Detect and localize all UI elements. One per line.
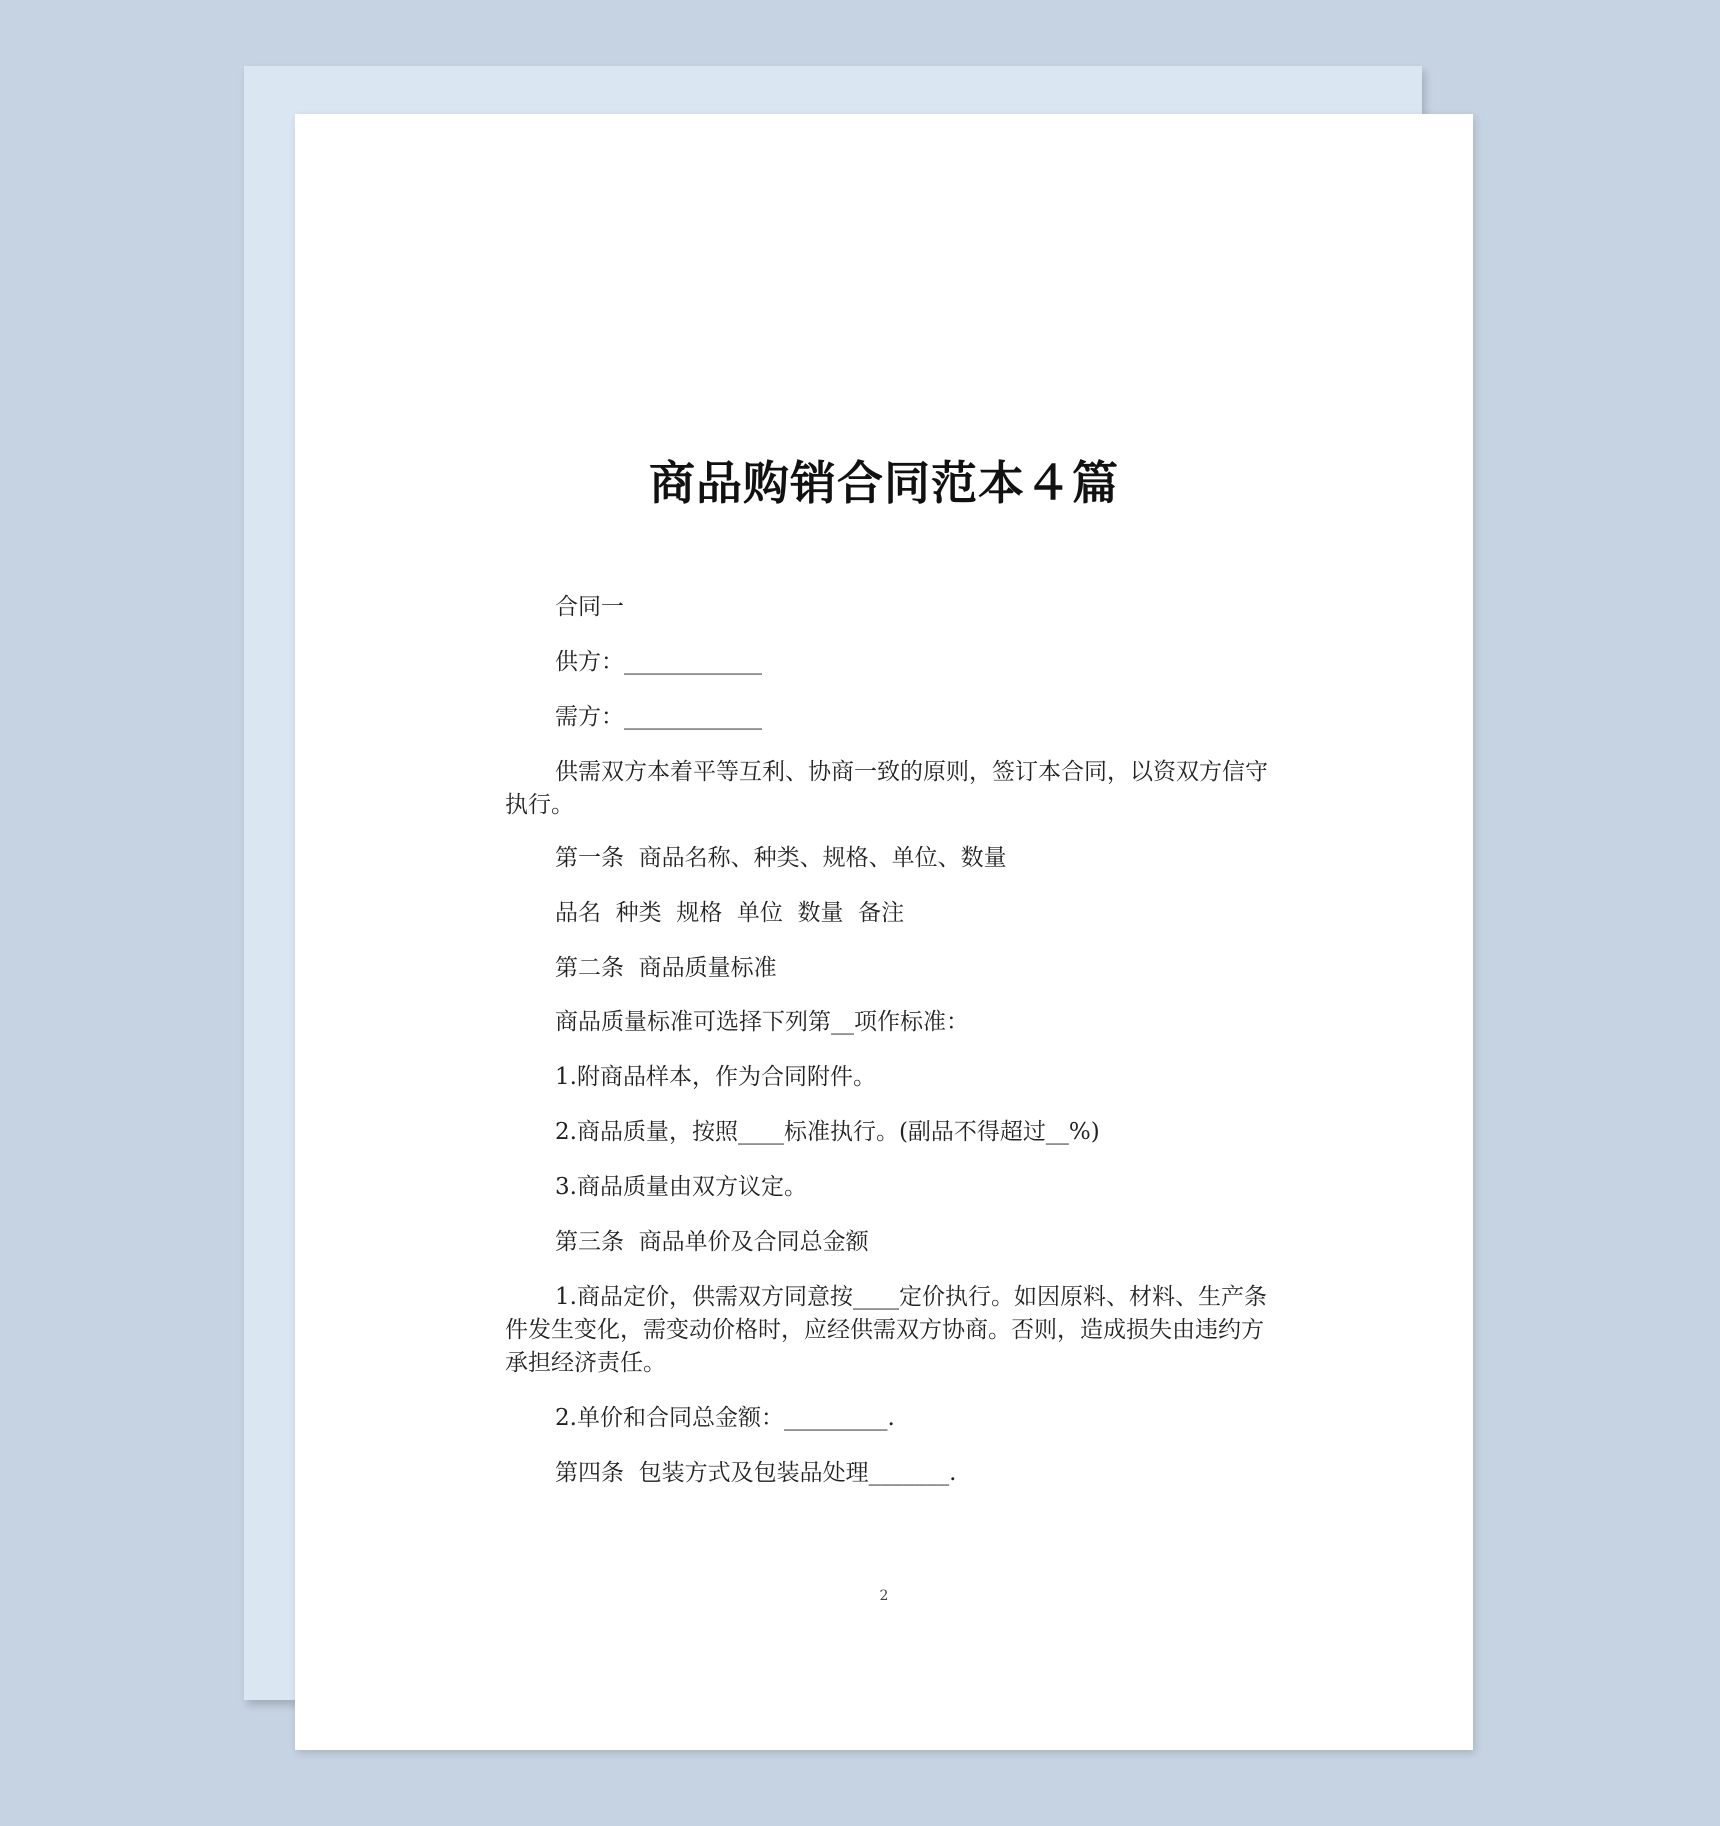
document-page [295,114,1473,1750]
paragraph-contract-one: 合同一 [555,594,624,620]
paragraph-supplier: 供方：____________ [555,649,762,675]
paragraph-quality-3: 3.商品质量由双方议定。 [555,1174,807,1200]
paragraph-quality-options: 商品质量标准可选择下列第__项作标准： [555,1009,969,1035]
paragraph-quality-1: 1.附商品样本，作为合同附件。 [555,1064,876,1090]
paragraph-article-two: 第二条 商品质量标准 [555,955,777,981]
paragraph-article-one: 第一条 商品名称、种类、规格、单位、数量 [555,845,1007,871]
paragraph-buyer: 需方：____________ [555,704,762,730]
paragraph-pricing-2: 2.单价和合同总金额：_________. [555,1405,895,1431]
paragraph-item-columns: 品名 种类 规格 单位 数量 备注 [555,900,905,926]
paragraph-article-three: 第三条 商品单价及合同总金额 [555,1229,869,1255]
paragraph-pricing-1: 1.商品定价，供需双方同意按____定价执行。如因原料、材料、生产条件发生变化，需变动价格时，应经供需双方协商。否则，造成损失由违约方承担经济责任。 [505,1284,1267,1376]
paragraph-quality-2: 2.商品质量，按照____标准执行。(副品不得超过__%) [555,1119,1100,1145]
page-number: 2 [879,1588,889,1604]
document-title: 商品购销合同范本４篇 [649,456,1119,510]
paragraph-preamble: 供需双方本着平等互利、协商一致的原则，签订本合同，以资双方信守执行。 [505,759,1268,818]
paragraph-article-four: 第四条 包装方式及包装品处理_______. [555,1460,957,1486]
